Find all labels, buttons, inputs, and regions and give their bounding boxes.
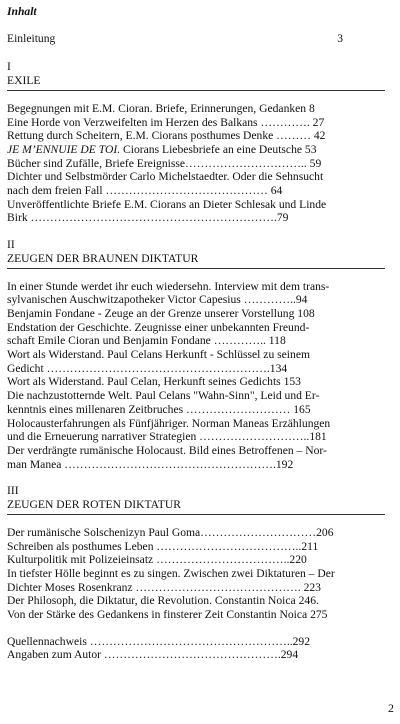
section-title: ZEUGEN DER BRAUNEN DIKTATUR xyxy=(7,251,199,265)
toc-entry xyxy=(7,608,385,622)
section-number: I xyxy=(7,60,11,74)
toc-back-matter xyxy=(7,635,385,662)
page-number: 2 xyxy=(388,701,394,716)
toc-entry xyxy=(7,143,385,157)
table-of-contents xyxy=(7,5,385,662)
toc-entry-text: Wort als Widerstand. Paul Celan, Herkunft seines Gedichts 153 xyxy=(7,375,301,389)
toc-entry-text: Endstation der Geschichte. Zeugnisse einer unbekannten Freund- xyxy=(7,320,310,334)
toc-entry xyxy=(7,116,385,130)
section-entries xyxy=(7,280,385,472)
toc-entry xyxy=(7,375,385,389)
toc-entry xyxy=(7,403,385,417)
toc-entry-text: Wort als Widerstand. Paul Celans Herkunft - Schlüssel zu seinem xyxy=(7,348,310,362)
toc-entry xyxy=(7,417,385,431)
toc-entry-text: Bücher sind Zufälle, Briefe Ereignisse………………………….. 59 xyxy=(7,156,322,170)
toc-entry-text: Die nachzustotternde Welt. Paul Celans "Wahn-Sinn", Leid und Er- xyxy=(7,389,320,403)
toc-entry-text: In einer Stunde werdet ihr euch wiedersehn. Interview mit dem trans- xyxy=(7,279,330,293)
section-divider xyxy=(7,268,385,269)
toc-entry-text: Von der Stärke des Gedankens in finsterer Zeit Constantin Noica 275 xyxy=(7,608,328,622)
toc-entry xyxy=(7,307,385,321)
toc-section xyxy=(7,484,385,621)
toc-entry-text: In tiefster Hölle beginnt es zu singen. Zwischen zwei Diktaturen – Der xyxy=(7,566,335,580)
toc-entry-text: und die Erneuerung narrativer Strategien ………………………..181 xyxy=(7,430,327,444)
section-title: ZEUGEN DER ROTEN DIKTATUR xyxy=(7,498,181,512)
toc-entry-text: Schreiben als posthumes Leben ………………………………..211 xyxy=(7,539,319,553)
toc-entry-text: Benjamin Fondane - Zeuge an der Grenze unserer Vorstellung 108 xyxy=(7,306,315,320)
section-entries xyxy=(7,526,385,622)
section-number: II xyxy=(7,238,15,252)
section-entries xyxy=(7,102,385,225)
toc-intro-page: 3 xyxy=(337,31,343,45)
toc-section xyxy=(7,60,385,225)
toc-entry-text: Ciorans Liebesbriefe an eine Deutsche 53 xyxy=(120,142,317,156)
toc-section xyxy=(7,238,385,471)
toc-back-entries xyxy=(7,635,385,662)
toc-entry-text: Der rumänische Solschenizyn Paul Goma…………………………206 xyxy=(7,525,334,539)
toc-entry xyxy=(7,348,385,362)
toc-entry-text: schaft Emile Cioran und Benjamin Fondane ………….. 118 xyxy=(7,334,286,348)
section-number: III xyxy=(7,484,19,498)
toc-entry xyxy=(7,581,385,595)
toc-entry xyxy=(7,458,385,472)
toc-entry xyxy=(7,430,385,444)
toc-entry-text: nach dem freien Fall …………………………………… 64 xyxy=(7,184,283,198)
toc-entry-text: Birk ……………………………………………………….79 xyxy=(7,211,289,225)
toc-entry-text: Gedicht ………………………………………………….134 xyxy=(7,361,288,375)
toc-entry-text: Der Philosoph, die Diktatur, die Revolution. Constantin Noica 246. xyxy=(7,594,319,608)
toc-entry xyxy=(7,567,385,581)
toc-entry xyxy=(7,444,385,458)
toc-entry xyxy=(7,280,385,294)
toc-entry-text: Der verdrängte rumänische Holocaust. Bild eines Betroffenen – Nor- xyxy=(7,443,327,457)
toc-entry-text: Kulturpolitik mit Polizeieinsatz ……………………………..220 xyxy=(7,553,307,567)
toc-entry xyxy=(7,170,385,184)
toc-entry xyxy=(7,362,385,376)
toc-entry-text: man Manea ……………………………………………….192 xyxy=(7,457,294,471)
toc-entry-italic: JE M’ENNUIE DE TOI. xyxy=(7,142,121,156)
toc-entry-text: Eine Horde von Verzweifelten im Herzen des Balkans …………. 27 xyxy=(7,115,325,129)
toc-entry-text: sylvanischen Auschwitzapotheker Victor Capesius …………..94 xyxy=(7,293,308,307)
toc-entry xyxy=(7,594,385,608)
toc-entry xyxy=(7,526,385,540)
toc-entry xyxy=(7,540,385,554)
toc-entry-text: Dichter und Selbstmörder Carlo Michelstaedter. Oder die Sehnsucht xyxy=(7,170,324,184)
toc-intro-label: Einleitung xyxy=(7,31,56,45)
toc-entry xyxy=(7,321,385,335)
toc-entry xyxy=(7,102,385,116)
toc-entry xyxy=(7,389,385,403)
toc-entry-text: Unveröffentlichte Briefe E.M. Ciorans an Dieter Schlesak und Linde xyxy=(7,197,327,211)
toc-entry xyxy=(7,553,385,567)
toc-entry xyxy=(7,334,385,348)
toc-entry-text: kenntnis eines millenaren Zeitbruches ……………………… 165 xyxy=(7,402,311,416)
toc-entry-text: Rettung durch Scheitern, E.M. Ciorans posthumes Denke ……… 42 xyxy=(7,129,326,143)
toc-back-entry: Angaben zum Autor ……………………………………….294 xyxy=(7,648,299,662)
toc-entry xyxy=(7,184,385,198)
toc-entry-text: Holocausterfahrungen als Fünfjähriger. Norman Maneas Erzählungen xyxy=(7,416,331,430)
toc-entry xyxy=(7,129,385,143)
toc-entry xyxy=(7,157,385,171)
section-divider xyxy=(7,514,385,515)
section-title: EXILE xyxy=(7,74,41,88)
toc-back-entry: Quellennachweis ……………………………………………..292 xyxy=(7,634,311,648)
toc-intro-row xyxy=(7,32,385,46)
toc-entry xyxy=(7,211,385,225)
toc-entry xyxy=(7,293,385,307)
toc-entry-text: Dichter Moses Rosenkranz ……………………………………. 223 xyxy=(7,580,321,594)
section-divider xyxy=(7,90,385,91)
toc-heading: Inhalt xyxy=(7,5,37,18)
toc-entry xyxy=(7,198,385,212)
toc-sections xyxy=(7,60,385,621)
toc-entry-text: Begegnungen mit E.M. Cioran. Briefe, Erinnerungen, Gedanken 8 xyxy=(7,101,315,115)
